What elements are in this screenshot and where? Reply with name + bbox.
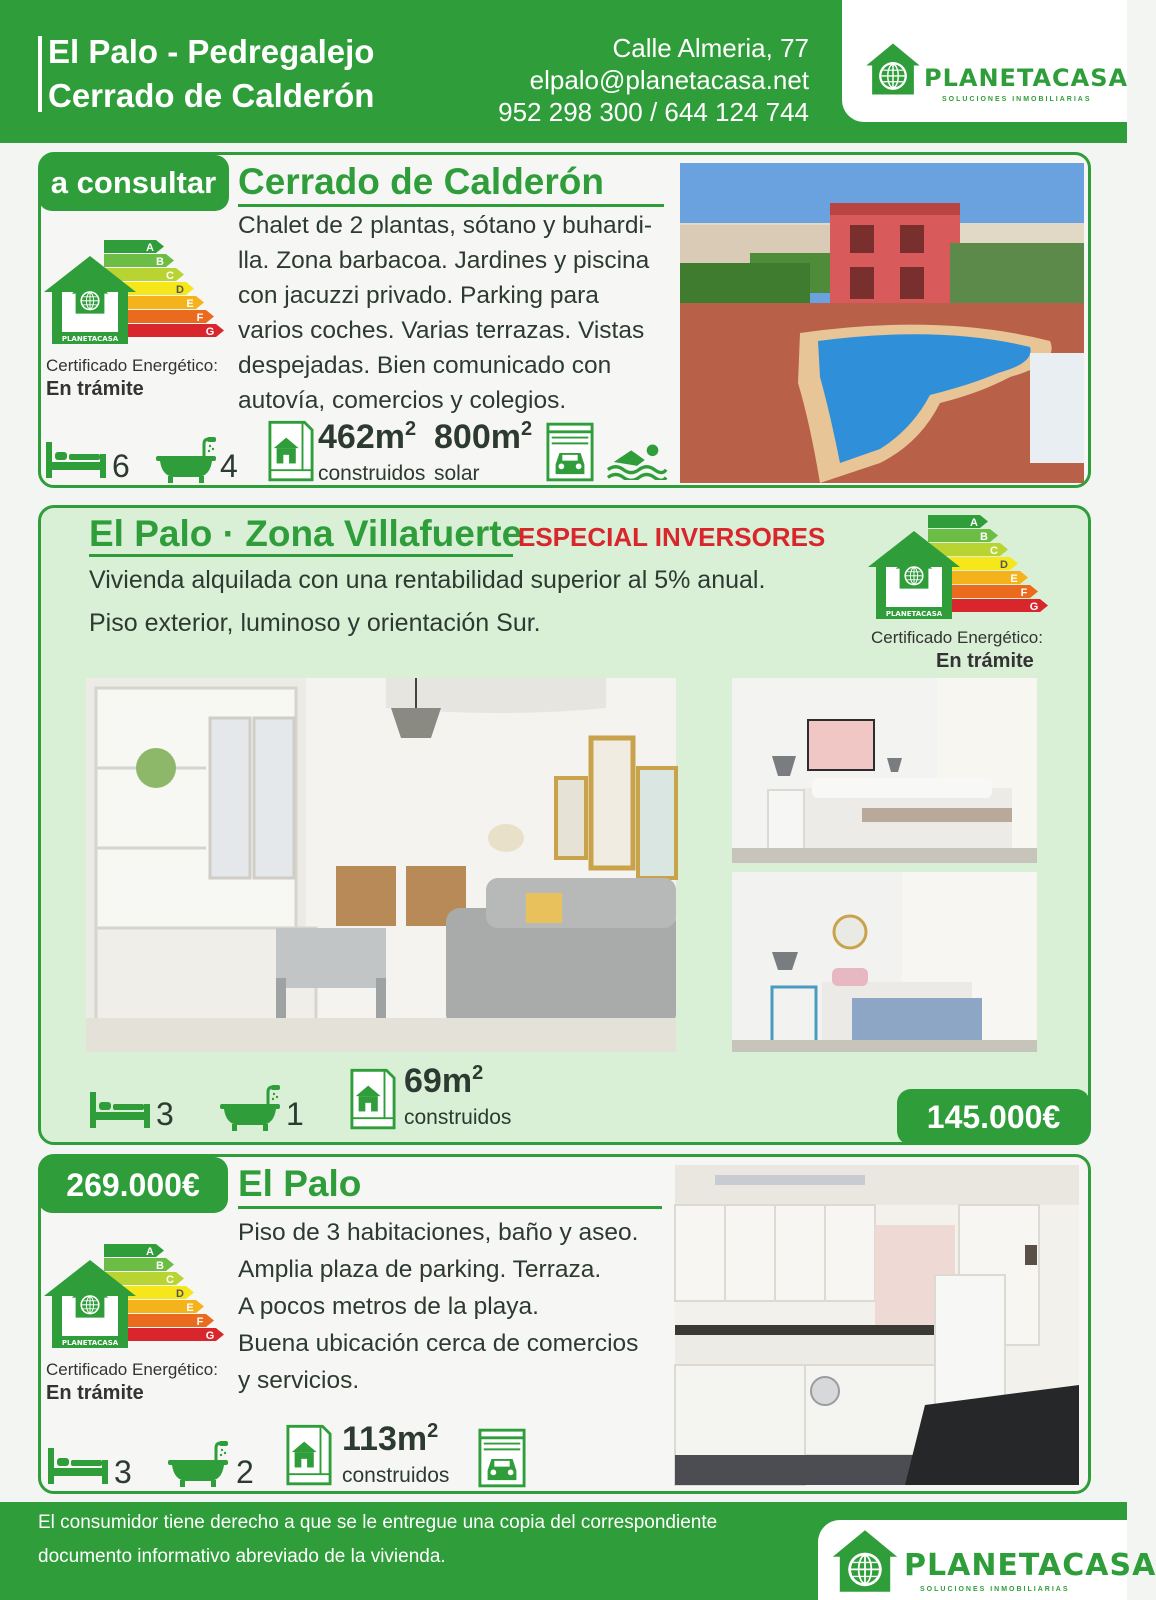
legal-notice-line1: El consumidor tiene derecho a que se le entregue una copia del correspondiente [38, 1512, 718, 1533]
pool-icon [606, 440, 668, 480]
energy-letter: C [990, 545, 998, 557]
energy-letter: F [196, 1316, 204, 1328]
description-line: Buena ubicación cerca de comercios [238, 1330, 639, 1357]
energy-rating-graphic [44, 240, 216, 346]
living-room-image [86, 678, 676, 1052]
energy-letter: E [1010, 573, 1018, 585]
energy-letter: A [970, 517, 978, 529]
description-line: Amplia plaza de parking. Terraza. [238, 1256, 602, 1283]
built-area-label: construidos [342, 1464, 450, 1487]
bathtub-icon [218, 1084, 282, 1132]
energy-bar-a [928, 515, 988, 529]
living-room-photo[interactable] [86, 678, 676, 1052]
energy-letter: G [205, 326, 215, 338]
bedroom-photo-2[interactable] [732, 872, 1037, 1052]
villa-pool-image [680, 163, 1084, 483]
energy-letter: G [205, 1330, 215, 1342]
energy-cert-status: En trámite [46, 378, 144, 400]
built-area: $462m^2$ [318, 418, 417, 456]
listing-description [238, 1214, 668, 1399]
garage-icon [546, 422, 594, 482]
energy-letter: C [166, 270, 174, 282]
price-tag: a consultar [38, 155, 229, 211]
built-area-label: construidos [318, 462, 426, 485]
energy-letter: A [146, 1246, 154, 1258]
floor-plan-icon [268, 420, 314, 482]
bed-icon [88, 1090, 152, 1130]
energy-cert-status: En trámite [936, 650, 1034, 672]
energy-letter: D [176, 284, 184, 296]
area-title-line1: El Palo - Pedregalejo [48, 33, 375, 70]
special-investors-badge: ESPECIAL INVERSORES [518, 522, 826, 552]
email-link[interactable]: elpalo@planetacasa.net [529, 65, 809, 95]
brand-name: PLANETACASA [924, 64, 1129, 92]
energy-cert-label: Certificado Energético: [46, 356, 218, 375]
energy-rating-graphic [44, 1244, 216, 1350]
built-area-label: construidos [404, 1106, 512, 1129]
floor-plan-icon [286, 1424, 332, 1486]
area-title-line2: Cerrado de Calderón [48, 77, 375, 114]
listing-description: Chalet de 2 plantas, sótano y buhardi-lla. Zona barbacoa. Jardines y piscina con jacuzzi privado. Parking para varios coches. Varias terrazas. Vistas despejadas. Bien comunicado con autovía, comercios y colegios. [238, 212, 653, 414]
garage-icon [478, 1428, 526, 1488]
bedroom-photo-1[interactable] [732, 678, 1037, 863]
energy-bar-b [928, 529, 998, 543]
energy-letter: F [1020, 587, 1028, 599]
energy-certificate [868, 515, 1040, 621]
energy-bar-b [104, 254, 174, 268]
energy-letter: B [980, 531, 988, 543]
single-bedroom-image [732, 872, 1037, 1052]
brand-tagline: SOLUCIONES INMOBILIARIAS [920, 1586, 1070, 1593]
price-tag: 269.000€ [38, 1157, 228, 1213]
energy-certificate [44, 1244, 216, 1350]
bed-icon [46, 1446, 110, 1486]
phone-numbers[interactable]: 952 298 300 / 644 124 744 [498, 97, 809, 127]
energy-letter: D [1000, 559, 1008, 571]
energy-letter: A [146, 242, 154, 254]
villa-photo[interactable] [680, 163, 1084, 483]
bathrooms-count: 1 [286, 1096, 304, 1132]
brand-logo[interactable] [842, 0, 1127, 122]
title-underline [238, 1206, 662, 1209]
plot-area-label: solar [434, 462, 480, 485]
globe-house-icon [830, 1526, 900, 1596]
energy-cert-label: Certificado Energético: [871, 628, 1043, 647]
built-area: $69m^2$ [404, 1062, 484, 1100]
address: Calle Almeria, 77 [612, 33, 809, 63]
bedrooms-count: 6 [112, 448, 130, 484]
energy-badge-text: PLANETACASA [61, 1339, 119, 1347]
energy-letter: B [156, 256, 164, 268]
energy-letter: F [196, 312, 204, 324]
energy-letter: D [176, 1288, 184, 1300]
built-area: $113m^2$ [342, 1420, 439, 1458]
description-line: A pocos metros de la playa. [238, 1293, 539, 1320]
energy-letter: G [1029, 601, 1039, 613]
energy-badge-text: PLANETACASA [885, 610, 943, 618]
description-line: y servicios. [238, 1367, 360, 1394]
listing-description-1: Vivienda alquilada con una rentabilidad superior al 5% anual. [89, 566, 766, 594]
bed-icon [44, 440, 108, 480]
legal-notice-line2: documento informativo abreviado de la vivienda. [38, 1546, 446, 1567]
bathrooms-count: 4 [220, 448, 238, 484]
energy-certificate [44, 240, 216, 346]
energy-bar-a [104, 1244, 164, 1258]
energy-rating-graphic [868, 515, 1040, 621]
kitchen-photo[interactable] [675, 1165, 1079, 1485]
energy-cert-label: Certificado Energético: [46, 1360, 218, 1379]
listing-title: El Palo · Zona Villafuerte [89, 513, 523, 554]
listing-description-2: Piso exterior, luminoso y orientación Sur. [89, 609, 541, 637]
description-line: Piso de 3 habitaciones, baño y aseo. [238, 1219, 639, 1246]
kitchen-image [675, 1165, 1079, 1485]
double-bedroom-image [732, 678, 1037, 863]
plot-area: $800m^2$ [434, 418, 533, 456]
listing-title: El Palo [238, 1163, 362, 1204]
bedrooms-count: 3 [114, 1454, 132, 1490]
energy-badge-text: PLANETACASA [61, 335, 119, 343]
energy-letter: E [186, 298, 194, 310]
price-tag: 145.000€ [897, 1089, 1090, 1145]
bathrooms-count: 2 [236, 1454, 254, 1490]
energy-bar-a [104, 240, 164, 254]
energy-letter: C [166, 1274, 174, 1286]
energy-bar-b [104, 1258, 174, 1272]
footer-brand-logo[interactable] [818, 1520, 1156, 1600]
title-underline [238, 204, 664, 207]
globe-house-icon [864, 40, 922, 98]
brand-name: PLANETACASA [904, 1548, 1156, 1583]
bathtub-icon [166, 1440, 230, 1488]
listing-title: Cerrado de Calderón [238, 161, 604, 202]
bedrooms-count: 3 [156, 1096, 174, 1132]
header-divider [38, 36, 42, 112]
energy-letter: E [186, 1302, 194, 1314]
energy-cert-status: En trámite [46, 1382, 144, 1404]
floor-plan-icon [350, 1068, 396, 1130]
brand-tagline: SOLUCIONES INMOBILIARIAS [942, 96, 1092, 103]
bathtub-icon [154, 436, 218, 484]
energy-letter: B [156, 1260, 164, 1272]
title-underline [89, 554, 513, 557]
